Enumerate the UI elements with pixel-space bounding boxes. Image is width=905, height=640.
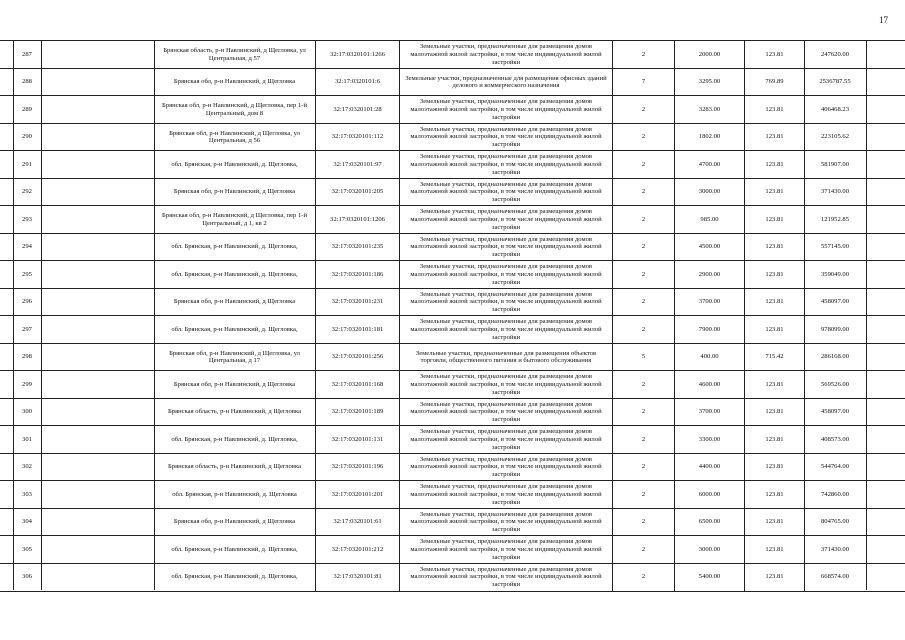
permitted-use-cell: Земельные участки, предназначенные для размещения объектов торговли, общественного питания и бытового обслуживания <box>400 344 613 372</box>
land-cadastral-table <box>0 40 905 590</box>
area-cell: 4600.00 <box>675 371 745 399</box>
use-group-code-cell: 2 <box>613 536 675 564</box>
cadastral-number-cell: 32:17:0320101:235 <box>316 234 400 262</box>
table-row <box>0 425 905 454</box>
address-cell: обл. Брянская, р-н Навлинский, д. Щегловка, <box>154 151 316 179</box>
row-number-cell: 294 <box>22 243 32 251</box>
row-number-cell: 301 <box>22 435 32 443</box>
permitted-use-cell: Земельные участки, предназначенные для размещения домов малоэтажной жилой застройки, в том числе индивидуальной жилой застройки <box>400 151 613 179</box>
address-cell: обл. Брянская, р-н Навлинский, д. Щегловка, <box>154 316 316 344</box>
specific-value-cell: 123.81 <box>745 536 805 564</box>
address-cell: обл. Брянская, р-н Навлинский, д. Щегловка <box>154 481 316 509</box>
permitted-use-cell: Земельные участки, предназначенные для размещения домов малоэтажной жилой застройки, в том числе индивидуальной жилой застройки <box>400 564 613 592</box>
use-group-code-cell: 2 <box>613 151 675 179</box>
row-number-cell: 291 <box>22 160 32 168</box>
use-group-code-cell: 2 <box>613 371 675 399</box>
area-cell: 4500.00 <box>675 234 745 262</box>
row-number-cell: 304 <box>22 518 32 526</box>
table-row <box>0 370 905 399</box>
specific-value-cell: 715.42 <box>745 344 805 372</box>
area-cell: 4400.00 <box>675 454 745 482</box>
cadastral-value-cell: 371430.00 <box>820 545 850 553</box>
table-row <box>0 508 905 537</box>
permitted-use-cell: Земельные участки, предназначенные для размещения домов малоэтажной жилой застройки, в том числе индивидуальной жилой застройки <box>400 481 613 509</box>
table-row <box>0 150 905 179</box>
use-group-code-cell: 2 <box>613 399 675 427</box>
row-number-cell: 289 <box>22 105 32 113</box>
address-cell: Брянская обл, р-н Навлинский, д Щегловка <box>154 371 316 399</box>
cadastral-number-cell: 32:17:0320101:168 <box>316 371 400 399</box>
specific-value-cell: 769.89 <box>745 69 805 97</box>
specific-value-cell: 123.81 <box>745 399 805 427</box>
row-number-cell: 299 <box>22 380 32 388</box>
table-row <box>0 40 905 69</box>
area-cell: 3700.00 <box>675 399 745 427</box>
use-group-code-cell: 2 <box>613 564 675 592</box>
specific-value-cell: 123.81 <box>745 206 805 234</box>
use-group-code-cell: 2 <box>613 206 675 234</box>
cadastral-value-cell: 581907.00 <box>820 160 850 168</box>
cadastral-value-cell: 247620.00 <box>820 50 850 58</box>
cadastral-value-cell: 742860.00 <box>820 490 850 498</box>
cadastral-value-cell: 2536787.55 <box>819 78 851 86</box>
row-number-cell: 300 <box>22 408 32 416</box>
permitted-use-cell: Земельные участки, предназначенные для размещения домов малоэтажной жилой застройки, в том числе индивидуальной жилой застройки <box>400 536 613 564</box>
permitted-use-cell: Земельные участки, предназначенные для размещения домов малоэтажной жилой застройки, в том числе индивидуальной жилой застройки <box>400 261 613 289</box>
specific-value-cell: 123.81 <box>745 96 805 124</box>
table-row <box>0 480 905 509</box>
cadastral-number-cell: 32:17:0320101:61 <box>316 509 400 537</box>
address-cell: Брянская область, р-н Навлинский, д Щегловка <box>154 399 316 427</box>
specific-value-cell: 123.81 <box>745 124 805 152</box>
area-cell: 3300.00 <box>675 426 745 454</box>
cadastral-value-cell: 804765.00 <box>820 518 850 526</box>
specific-value-cell: 123.81 <box>745 316 805 344</box>
address-cell: Брянская обл, р-н Навлинский, д Щегловка, ул Центральная, д 56 <box>154 124 316 152</box>
cadastral-number-cell: 32:17:0320101:205 <box>316 179 400 207</box>
table-row <box>0 68 905 97</box>
page-number: 17 <box>879 15 888 25</box>
table-row <box>0 233 905 262</box>
use-group-code-cell: 2 <box>613 96 675 124</box>
cadastral-value-cell: 544764.00 <box>820 463 850 471</box>
cadastral-number-cell: 32:17:0320101:1266 <box>316 41 400 69</box>
row-number-cell: 305 <box>22 545 32 553</box>
specific-value-cell: 123.81 <box>745 261 805 289</box>
table-row <box>0 343 905 372</box>
use-group-code-cell: 2 <box>613 509 675 537</box>
cadastral-number-cell: 32:17:0320101:201 <box>316 481 400 509</box>
row-number-cell: 306 <box>22 573 32 581</box>
use-group-code-cell: 5 <box>613 344 675 372</box>
permitted-use-cell: Земельные участки, предназначенные для размещения домов малоэтажной жилой застройки, в том числе индивидуальной жилой застройки <box>400 96 613 124</box>
table-row <box>0 205 905 234</box>
specific-value-cell: 123.81 <box>745 289 805 317</box>
use-group-code-cell: 2 <box>613 261 675 289</box>
cadastral-number-cell: 32:17:0320101:231 <box>316 289 400 317</box>
cadastral-value-cell: 223105.62 <box>820 133 850 141</box>
cadastral-value-cell: 978099.00 <box>820 325 850 333</box>
cadastral-value-cell: 569526.00 <box>820 380 850 388</box>
address-cell: Брянская обл, р-н Навлинский, д Щегловка <box>154 179 316 207</box>
row-number-cell: 288 <box>22 78 32 86</box>
cadastral-number-cell: 32:17:0320101:131 <box>316 426 400 454</box>
specific-value-cell: 123.81 <box>745 509 805 537</box>
table-row <box>0 123 905 152</box>
area-cell: 3000.00 <box>675 536 745 564</box>
cadastral-value-cell: 406468.23 <box>820 105 850 113</box>
row-number-cell: 287 <box>22 50 32 58</box>
area-cell: 3700.00 <box>675 289 745 317</box>
address-cell: Брянская обл, р-н Навлинский, д Щегловка <box>154 289 316 317</box>
area-cell: 985.00 <box>675 206 745 234</box>
permitted-use-cell: Земельные участки, предназначенные для размещения домов малоэтажной жилой застройки, в том числе индивидуальной жилой застройки <box>400 426 613 454</box>
table-row <box>0 563 905 593</box>
use-group-code-cell: 2 <box>613 481 675 509</box>
address-cell: Брянская область, р-н Навлинский, д Щегловка, ул Центральная, д 57 <box>154 41 316 69</box>
address-cell: Брянская область, р-н Навлинский, д Щегловка <box>154 454 316 482</box>
table-row <box>0 288 905 317</box>
row-number-cell: 290 <box>22 133 32 141</box>
area-cell: 4700.00 <box>675 151 745 179</box>
area-cell: 6000.00 <box>675 481 745 509</box>
area-cell: 1802.00 <box>675 124 745 152</box>
table-row <box>0 315 905 344</box>
area-cell: 400.00 <box>675 344 745 372</box>
cadastral-number-cell: 32:17:0320101:28 <box>316 96 400 124</box>
permitted-use-cell: Земельные участки, предназначенные для размещения домов малоэтажной жилой застройки, в том числе индивидуальной жилой застройки <box>400 509 613 537</box>
specific-value-cell: 123.81 <box>745 564 805 592</box>
cadastral-value-cell: 668574.00 <box>820 573 850 581</box>
cadastral-number-cell: 32:17:0320101:112 <box>316 124 400 152</box>
address-cell: Брянская обл, р-н Навлинский, д Щегловка <box>154 69 316 97</box>
specific-value-cell: 123.81 <box>745 234 805 262</box>
table-row <box>0 535 905 564</box>
cadastral-number-cell: 32:17:0320101:189 <box>316 399 400 427</box>
cadastral-number-cell: 32:17:0320101:1206 <box>316 206 400 234</box>
address-cell: обл. Брянская, р-н Навлинский, д. Щегловка, <box>154 234 316 262</box>
row-number-cell: 296 <box>22 298 32 306</box>
area-cell: 3000.00 <box>675 179 745 207</box>
row-number-cell: 303 <box>22 490 32 498</box>
area-cell: 2000.00 <box>675 41 745 69</box>
address-cell: Брянская обл, р-н Навлинский, д Щегловка, ул Центральная, д 17 <box>154 344 316 372</box>
table-row <box>0 398 905 427</box>
table-row <box>0 178 905 207</box>
permitted-use-cell: Земельные участки, предназначенные для размещения домов малоэтажной жилой застройки, в том числе индивидуальной жилой застройки <box>400 316 613 344</box>
use-group-code-cell: 2 <box>613 179 675 207</box>
row-number-cell: 293 <box>22 215 32 223</box>
address-cell: обл. Брянская, р-н Навлинский, д. Щегловка, <box>154 261 316 289</box>
cadastral-number-cell: 32:17:0320101:196 <box>316 454 400 482</box>
use-group-code-cell: 2 <box>613 316 675 344</box>
row-number-cell: 298 <box>22 353 32 361</box>
area-cell: 3295.00 <box>675 69 745 97</box>
address-cell: Брянская обл, р-н Навлинский, д Щегловка <box>154 509 316 537</box>
cadastral-value-cell: 408573.00 <box>820 435 850 443</box>
permitted-use-cell: Земельные участки, предназначенные для размещения офисных зданий делового и коммерческого назначения <box>400 69 613 97</box>
area-cell: 5400.00 <box>675 564 745 592</box>
cadastral-number-cell: 32:17:0320101:186 <box>316 261 400 289</box>
permitted-use-cell: Земельные участки, предназначенные для размещения домов малоэтажной жилой застройки, в том числе индивидуальной жилой застройки <box>400 454 613 482</box>
row-number-cell: 297 <box>22 325 32 333</box>
permitted-use-cell: Земельные участки, предназначенные для размещения домов малоэтажной жилой застройки, в том числе индивидуальной жилой застройки <box>400 289 613 317</box>
specific-value-cell: 123.81 <box>745 371 805 399</box>
specific-value-cell: 123.81 <box>745 179 805 207</box>
cadastral-value-cell: 371430.00 <box>820 188 850 196</box>
cadastral-number-cell: 32:17:0320101:256 <box>316 344 400 372</box>
specific-value-cell: 123.81 <box>745 41 805 69</box>
specific-value-cell: 123.81 <box>745 426 805 454</box>
specific-value-cell: 123.81 <box>745 454 805 482</box>
cadastral-number-cell: 32:17:0320101:97 <box>316 151 400 179</box>
permitted-use-cell: Земельные участки, предназначенные для размещения домов малоэтажной жилой застройки, в том числе индивидуальной жилой застройки <box>400 41 613 69</box>
cadastral-value-cell: 359049.00 <box>820 270 850 278</box>
row-number-cell: 295 <box>22 270 32 278</box>
use-group-code-cell: 2 <box>613 234 675 262</box>
cadastral-number-cell: 32:17:0320101:6 <box>316 69 400 97</box>
table-row <box>0 260 905 289</box>
area-cell: 7900.00 <box>675 316 745 344</box>
row-number-cell: 292 <box>22 188 32 196</box>
cadastral-number-cell: 32:17:0320101:81 <box>316 564 400 592</box>
address-cell: обл. Брянская, р-н Навлинский, д. Щегловка, <box>154 564 316 592</box>
address-cell: Брянская обл, р-н Навлинский, д Щегловка, пер 1-й Центральный, дом 8 <box>154 96 316 124</box>
cadastral-value-cell: 458097.00 <box>820 298 850 306</box>
cadastral-number-cell: 32:17:0320101:212 <box>316 536 400 564</box>
use-group-code-cell: 2 <box>613 454 675 482</box>
permitted-use-cell: Земельные участки, предназначенные для размещения домов малоэтажной жилой застройки, в том числе индивидуальной жилой застройки <box>400 371 613 399</box>
cadastral-value-cell: 121952.85 <box>820 215 850 223</box>
table-row <box>0 95 905 124</box>
permitted-use-cell: Земельные участки, предназначенные для размещения домов малоэтажной жилой застройки, в том числе индивидуальной жилой застройки <box>400 399 613 427</box>
area-cell: 2900.00 <box>675 261 745 289</box>
permitted-use-cell: Земельные участки, предназначенные для размещения домов малоэтажной жилой застройки, в том числе индивидуальной жилой застройки <box>400 179 613 207</box>
cadastral-value-cell: 286168.00 <box>820 353 850 361</box>
use-group-code-cell: 2 <box>613 41 675 69</box>
use-group-code-cell: 2 <box>613 124 675 152</box>
cadastral-value-cell: 557145.00 <box>820 243 850 251</box>
area-cell: 6500.00 <box>675 509 745 537</box>
address-cell: обл. Брянская, р-н Навлинский, д. Щегловка, <box>154 536 316 564</box>
specific-value-cell: 123.81 <box>745 151 805 179</box>
use-group-code-cell: 7 <box>613 69 675 97</box>
use-group-code-cell: 2 <box>613 426 675 454</box>
use-group-code-cell: 2 <box>613 289 675 317</box>
cadastral-value-cell: 458097.00 <box>820 408 850 416</box>
specific-value-cell: 123.81 <box>745 481 805 509</box>
table-row <box>0 453 905 482</box>
permitted-use-cell: Земельные участки, предназначенные для размещения домов малоэтажной жилой застройки, в том числе индивидуальной жилой застройки <box>400 234 613 262</box>
address-cell: обл. Брянская, р-н Навлинский, д. Щегловка, <box>154 426 316 454</box>
address-cell: Брянская обл, р-н Навлинский, д Щегловка, пер 1-й Центральный, д 1, кв 2 <box>154 206 316 234</box>
permitted-use-cell: Земельные участки, предназначенные для размещения домов малоэтажной жилой застройки, в том числе индивидуальной жилой застройки <box>400 206 613 234</box>
permitted-use-cell: Земельные участки, предназначенные для размещения домов малоэтажной жилой застройки, в том числе индивидуальной жилой застройки <box>400 124 613 152</box>
row-number-cell: 302 <box>22 463 32 471</box>
cadastral-number-cell: 32:17:0320101:181 <box>316 316 400 344</box>
area-cell: 3283.00 <box>675 96 745 124</box>
